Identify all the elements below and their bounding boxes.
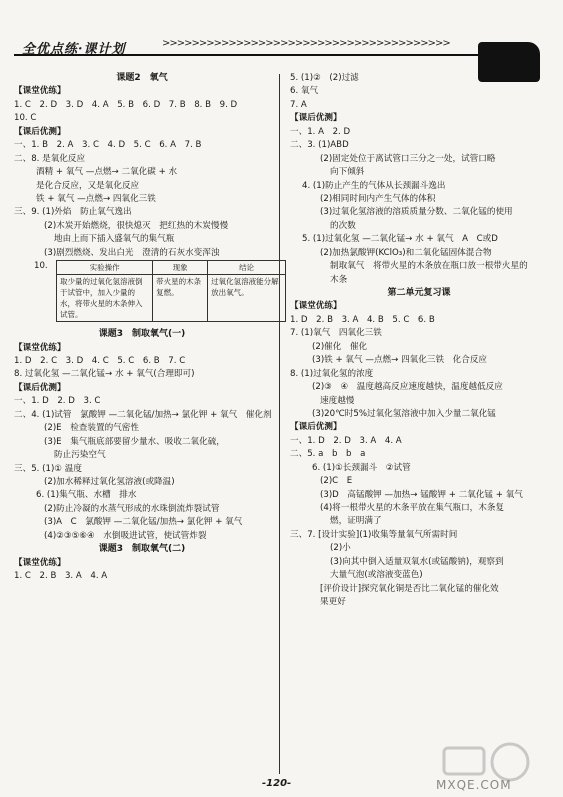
section-title: 第二单元复习课	[387, 288, 451, 298]
answer-line: 燃，证明满了	[330, 516, 382, 527]
table-header: 结论	[208, 261, 286, 275]
equation-line: (3)D 高锰酸钾 —加热→ 锰酸钾 + 二氧化锰 + 氧气	[320, 489, 523, 500]
section-label: 【课堂优练】	[14, 342, 66, 353]
answer-line: 制取氧气 将带火星的木条放在瓶口放一根带火星的	[330, 261, 528, 272]
table-header: 现象	[153, 261, 208, 275]
answer-line: (3)剧烈燃烧、发出白光 澄清的石灰水变浑浊	[44, 247, 220, 258]
answer-line: 1. C 2. B 3. A 4. A	[14, 571, 108, 581]
section-label: 【课堂优练】	[14, 86, 66, 97]
answer-line: 木条	[330, 274, 348, 285]
answer-line: (2)E 检查装置的气密性	[44, 423, 139, 434]
answer-line: 7. (1)氧气 四氧化三铁	[290, 328, 382, 339]
watermark-text: MXQE.COM	[436, 778, 512, 792]
answer-line: (3)过氧化氢溶液的溶质质量分数、二氧化锰的使用	[320, 207, 513, 218]
section-label: 【课后优测】	[290, 113, 342, 124]
page-header	[0, 32, 563, 68]
answer-line: 一、1. D 2. D 3. A 4. A	[290, 435, 402, 446]
header-title: 全优点练·课计划	[22, 42, 126, 57]
equation-line: (3)A C 氯酸钾 —二氧化锰/加热→ 氯化钾 + 氧气	[44, 517, 243, 528]
section-title: 课题3 制取氧气(二)	[98, 544, 186, 555]
answer-line: (2)加热氯酸钾(KClO₃)和二氧化锰固体混合物	[320, 247, 492, 258]
answer-line: 二、3. (1)ABD	[290, 140, 349, 151]
answer-line: 8. (1)过氧化氢的浓度	[290, 368, 374, 379]
experiment-table	[56, 260, 286, 322]
experiment-table-block	[14, 260, 279, 326]
answer-line: 果更好	[320, 597, 346, 608]
answer-line: 1. C 2. D 3. D 4. A 5. B 6. D 7. B 8. B 9. D	[14, 99, 238, 110]
answer-line: 6. (1)集气瓶、水槽 排水	[36, 490, 137, 501]
answer-line: 向下倾斜	[330, 167, 365, 178]
table-header: 实验操作	[57, 261, 153, 275]
table-cell: 过氧化氢溶液能分解放出氧气。	[208, 275, 286, 322]
answer-line: (2)防止冷凝的水蒸气形成的水珠倒流炸裂试管	[44, 503, 220, 514]
section-label: 【课后优测】	[14, 382, 66, 393]
equation-line: 酒精 + 氧气 —点燃→ 二氧化碳 + 水	[36, 167, 178, 178]
answer-line: (2)固定处位于离试管口三分之一处，试管口略	[320, 153, 496, 164]
answer-line: 10. C	[14, 113, 37, 124]
answer-line: 5. (1)② (2)过滤	[290, 73, 359, 83]
answer-line: (2)小	[330, 543, 351, 554]
answer-line: (2)木炭开始燃烧，很快熄灭 把红热的木炭慢慢	[44, 220, 229, 231]
answer-line: 三、7. [设计实验](1)收集等量氧气所需时间	[290, 529, 458, 540]
answer-line: 大量气泡(或溶液变蓝色)	[330, 570, 423, 581]
answer-line: 的次数	[330, 220, 356, 231]
answer-line: [评价设计]探究氧化铜是否比二氧化锰的催化效	[320, 583, 499, 594]
right-column	[290, 72, 548, 610]
answer-line: (2)加水稀释过氧化氢溶液(或降温)	[44, 476, 175, 487]
page-number: -120-	[262, 778, 292, 789]
question-number: 10.	[34, 261, 48, 272]
answer-line: (3)向其中倒入适量双氧水(或锰酸钠)，观察到	[330, 556, 504, 567]
answer-line: (2)相同时间内产生气体的体积	[320, 193, 436, 204]
answer-line: (2)催化 催化	[312, 341, 368, 352]
answer-line: (4)②③⑤⑥④ 水倒吸进试管，使试管炸裂	[44, 530, 207, 541]
column-divider	[279, 74, 280, 774]
answer-line: (2)C E	[320, 476, 353, 487]
section-title: 课题2 氧气	[116, 73, 168, 83]
answer-line: 7. A	[290, 99, 307, 110]
answer-line: 一、1. D 2. D 3. C	[14, 396, 101, 407]
answer-line: 1. D 2. C 3. D 4. C 5. C 6. B 7. C	[14, 356, 186, 366]
answer-line: 4. (1)防止产生的气体从长颈漏斗逸出	[302, 180, 446, 191]
answer-line: 三、9. (1)外焰 防止氧气逸出	[14, 207, 132, 218]
table-cell: 取少量的过氧化氢溶液倒于试管中，加入少量的水，将带火星的木条伸入试管。	[57, 275, 153, 322]
section-label: 【课后优测】	[290, 422, 342, 433]
section-label: 【课后优测】	[14, 126, 66, 137]
answer-line: (3)E 集气瓶底部要留少量水、吸收二氧化硫，	[44, 436, 225, 447]
equation-line: 8. 过氧化氢 —二氧化锰→ 水 + 氧气(合理即可)	[14, 369, 195, 380]
answer-line: 6. (1)①长颈漏斗 ②试管	[312, 462, 411, 473]
left-column	[14, 72, 279, 583]
answer-line: 一、1. A 2. D	[290, 126, 351, 137]
answer-line: 速度越慢	[320, 395, 355, 406]
answer-line: 二、8. 是氧化反应	[14, 153, 86, 164]
equation-line: (3)铁 + 氧气 —点燃→ 四氧化三铁 化合反应	[312, 355, 488, 366]
answer-line: (2)③ ④ 温度越高反应速度越快，温度越低反应	[312, 382, 503, 393]
section-title: 课题3 制取氧气(一)	[98, 329, 186, 340]
answer-line: 三、5. (1)① 温度	[14, 463, 82, 474]
answer-line: 1. D 2. B 3. A 4. B 5. C 6. B	[290, 314, 435, 325]
table-cell: 带火星的木条复燃。	[153, 275, 208, 322]
answer-line: (3)20℃时5%过氧化氢溶液中加入少量二氧化锰	[312, 408, 496, 419]
answer-line: 是化合反应，又是氧化反应	[36, 180, 140, 191]
answer-line: 一、1. B 2. A 3. C 4. D 5. C 6. A 7. B	[14, 140, 202, 151]
section-label: 【课堂优练】	[290, 301, 342, 312]
equation-line: 5. (1)过氧化氢 —二氧化锰→ 水 + 氧气 A C或D	[302, 234, 498, 245]
equation-line: 二、4. (1)试管 氯酸钾 —二氧化锰/加热→ 氯化钾 + 氧气 催化剂	[14, 409, 272, 420]
answer-line: 6. 氧气	[290, 86, 319, 97]
answer-line: 地由上而下插入盛氧气的集气瓶	[54, 234, 175, 245]
answer-line: (4)将一根带火星的木条平放在集气瓶口，木条复	[320, 503, 505, 513]
section-label: 【课堂优练】	[14, 557, 66, 568]
answer-line: 防止污染空气	[54, 450, 106, 461]
answer-line: 二、5. a b b a	[290, 449, 366, 460]
header-arrows: >>>>>>>>>>>>>>>>>>>>>>>>>>>>>>>>>>>>>>>	[162, 38, 450, 49]
equation-line: 铁 + 氧气 —点燃→ 四氧化三铁	[36, 193, 156, 204]
